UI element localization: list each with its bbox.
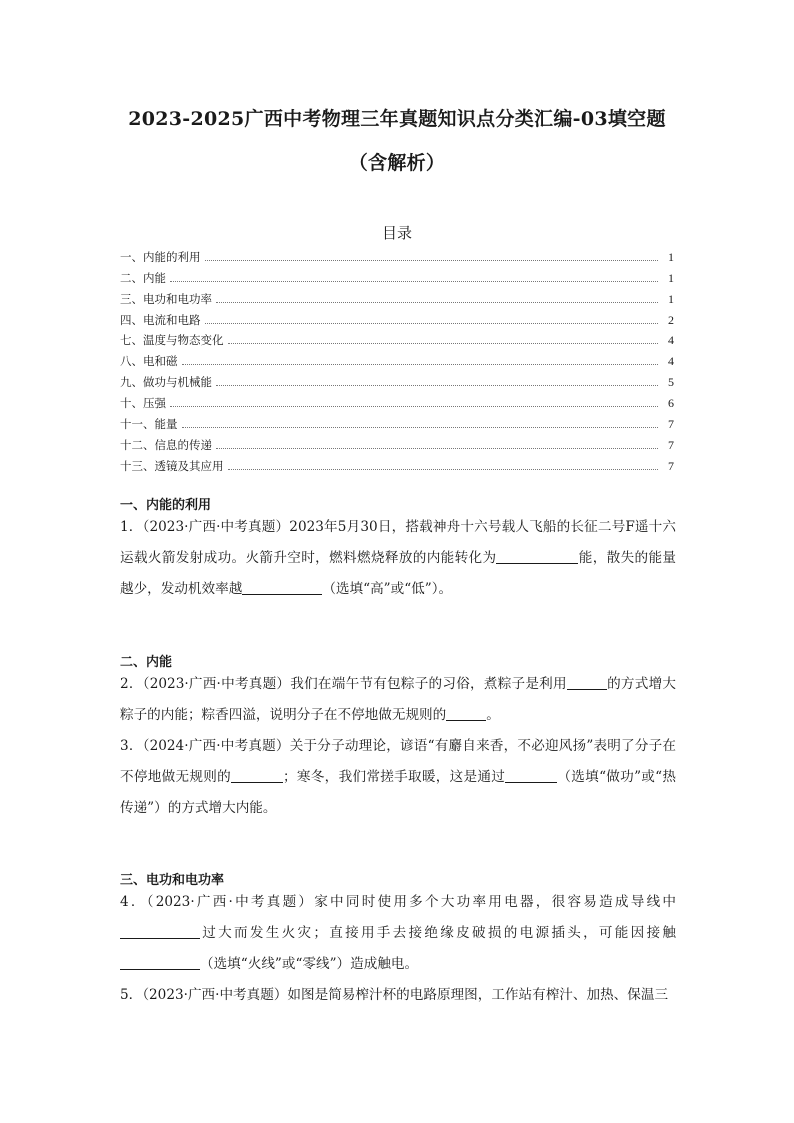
question-text: 3．（2024·广西·中考真题）关于分子动理论，谚语“有麝自来香，不必迎风扬”表明了分子在不停地做无规则的 [120,738,676,785]
toc-entry-label: 二、内能 [120,270,166,285]
toc-entry[interactable] [120,411,674,432]
toc-entry-page: 4 [668,333,674,348]
question-text: 能，散失的能量越少，发动机效率越 [120,550,677,597]
toc-entry[interactable] [120,390,674,411]
toc-entry-label: 十二、信息的传递 [120,437,212,452]
question-text: （选填“火线”或“零线”）造成触电。 [200,956,419,972]
toc-entry-page: 7 [668,437,674,452]
document-title: 2023-2025广西中考物理三年真题知识点分类汇编-03填空题 [128,108,666,130]
question-text: 的方式增大粽子的内能；粽香四溢，说明分子在不停地做无规则的 [120,676,676,723]
toc-leader [205,259,659,261]
toc-entry-label: 八、电和磁 [120,354,178,369]
toc-leader [216,301,658,303]
toc-entry-page: 1 [668,291,674,306]
question-text: ；寒冬，我们常搓手取暖，这是通过 [283,769,506,785]
question-5 [120,980,676,1011]
toc-entry-page: 6 [668,396,674,411]
toc-entry[interactable] [120,453,674,474]
section-heading: 三、电功和电功率 [120,873,225,888]
answer-blank [231,768,283,783]
answer-blank [505,768,557,783]
toc-entry-label: 七、温度与物态变化 [120,333,224,348]
answer-blank [120,955,200,970]
toc-entry-label: 十三、透镜及其应用 [120,458,224,473]
toc-entry-page: 1 [668,249,674,264]
toc-leader [182,426,659,428]
toc-leader [170,405,658,407]
question-text: 2．（2023·广西·中考真题）我们在端午节有包粽子的习俗，煮粽子是利用 [120,676,567,692]
question-text: 过大而发生火灾；直接用手去接绝缘皮破损的电源插头，可能因接触 [200,925,676,941]
question-3 [120,731,676,824]
question-text: （选填“做功”或“热传递”）的方式增大内能。 [120,769,677,816]
section-heading: 二、内能 [120,655,173,670]
answer-blank [242,580,322,595]
toc-leader [170,280,658,282]
toc-entry[interactable] [120,348,674,369]
toc-entry-label: 十、压强 [120,396,166,411]
toc-entry[interactable] [120,244,674,265]
answer-blank [120,924,200,939]
toc-entry[interactable] [120,307,674,328]
toc-entry-page: 7 [668,417,674,432]
toc-leader [205,322,659,324]
toc-entry-label: 四、电流和电路 [120,312,201,327]
document-subtitle: （含解析） [348,152,446,174]
question-1 [120,512,676,605]
toc-entry-page: 7 [668,458,674,473]
toc-leader [182,363,659,365]
toc-entry[interactable] [120,265,674,286]
question-4 [120,887,676,980]
question-text: 5．（2023·广西·中考真题）如图是简易榨汁杯的电路原理图，工作站有榨汁、加热、保温三 [120,987,669,1003]
toc-entry-page: 4 [668,354,674,369]
section-heading: 一、内能的利用 [120,498,212,513]
toc-entry[interactable] [120,328,674,349]
toc-entry-page: 5 [668,375,674,390]
answer-blank [496,549,578,564]
toc-entry-page: 1 [668,270,674,285]
question-text: 1．（2023·广西·中考真题）2023年5月30日，搭载神舟十六号载人飞船的长征二号F遥十六运载火箭发射成功。火箭升空时，燃料燃烧释放的内能转化为 [120,519,676,566]
toc-entry[interactable] [120,286,674,307]
toc-leader [228,468,659,470]
question-2 [120,669,676,731]
question-text: 4．（2023·广西·中考真题）家中同时使用多个大功率用电器，很容易造成导线中 [120,894,676,910]
toc-leader [228,342,659,344]
toc-heading: 目录 [381,224,412,242]
toc-entry-label: 九、做功与机械能 [120,375,212,390]
toc-entry[interactable] [120,432,674,453]
question-text: 。 [486,707,500,723]
toc-leader [216,384,658,386]
answer-blank [567,675,607,690]
toc-entry-label: 三、电功和电功率 [120,291,212,306]
toc-entry-label: 一、内能的利用 [120,249,201,264]
toc-leader [216,447,658,449]
toc-entry[interactable] [120,369,674,390]
answer-blank [446,706,486,721]
question-text: （选填“高”或“低”）。 [322,581,453,597]
table-of-contents [120,244,674,474]
toc-entry-page: 2 [668,312,674,327]
toc-entry-label: 十一、能量 [120,417,178,432]
